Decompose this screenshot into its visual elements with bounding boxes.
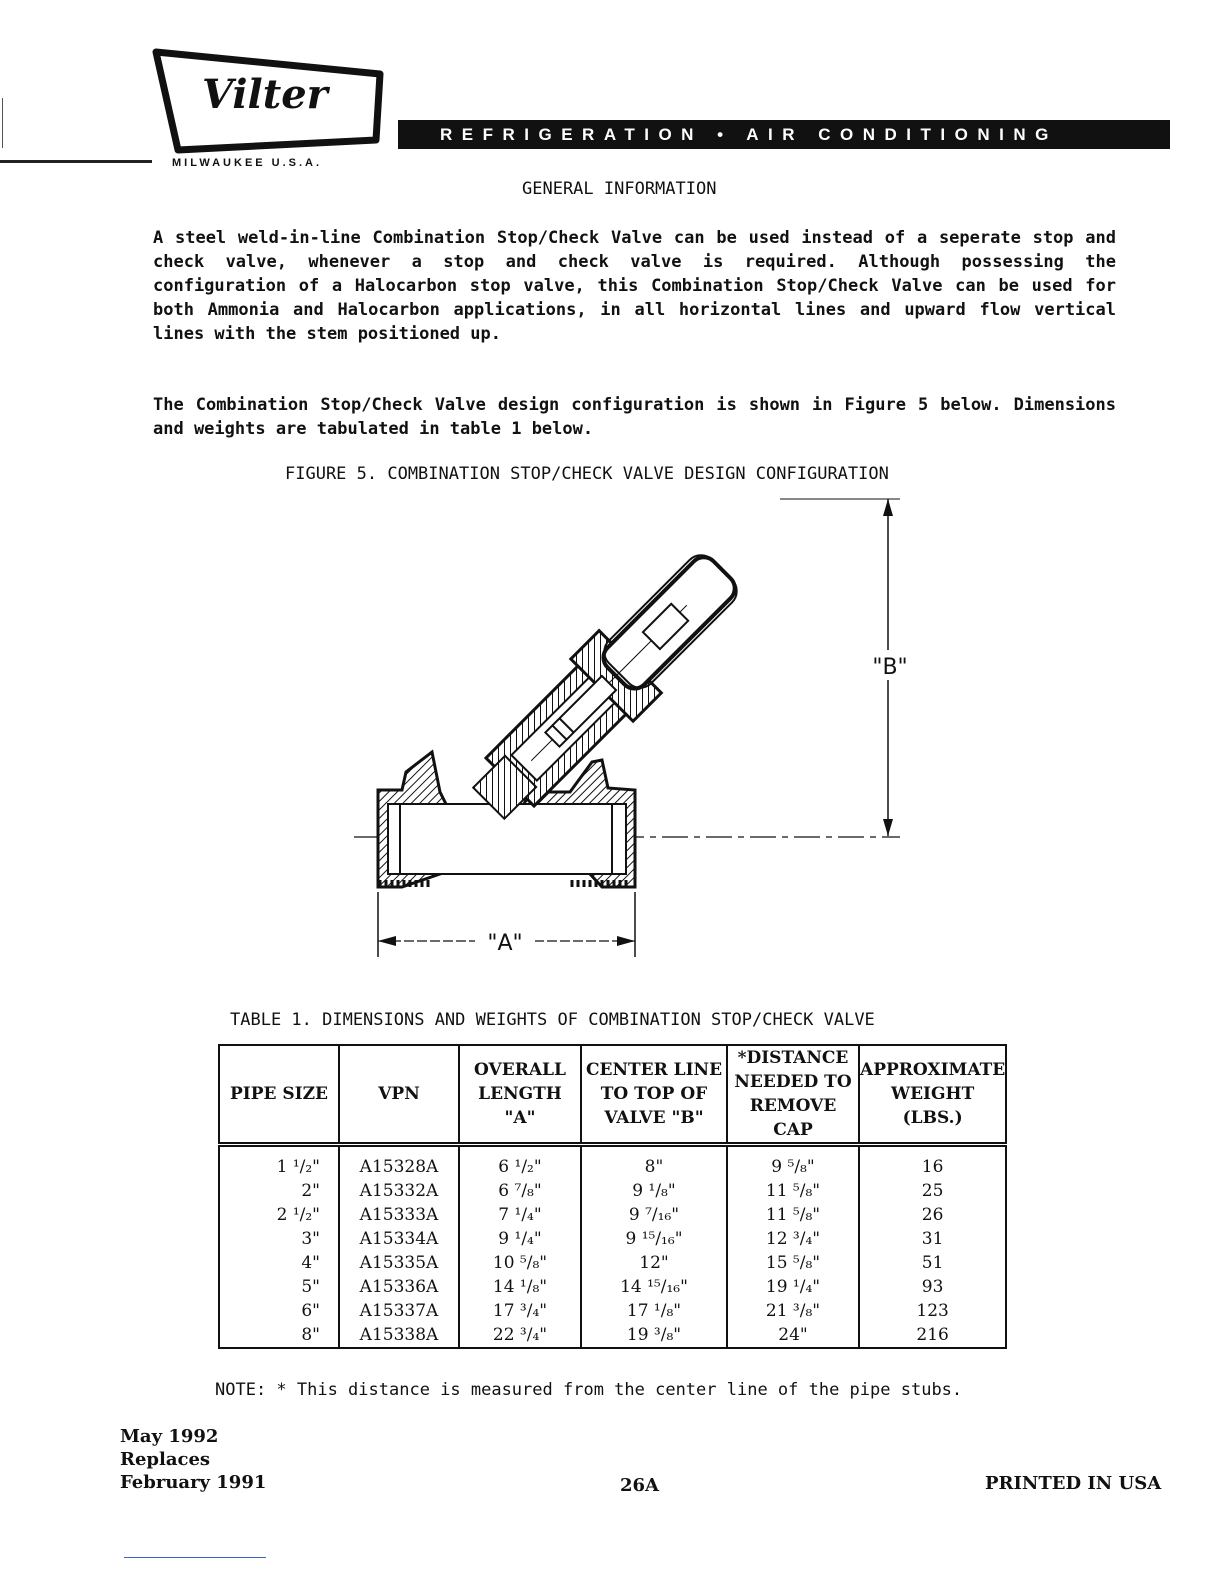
cell-vpn: A15334A — [339, 1227, 459, 1251]
table-title: TABLE 1. DIMENSIONS AND WEIGHTS OF COMBINATION STOP/CHECK VALVE — [230, 1010, 875, 1030]
table-row — [219, 1227, 1006, 1251]
table-row — [219, 1299, 1006, 1323]
cell-pipe-size: 4" — [219, 1251, 339, 1275]
cell-weight: 25 — [859, 1179, 1006, 1203]
cell-distance: 12 ³/₄" — [727, 1227, 859, 1251]
header-vpn: VPN — [339, 1045, 459, 1145]
header-banner: REFRIGERATION • AIR CONDITIONING — [398, 120, 1170, 149]
cell-vpn: A15337A — [339, 1299, 459, 1323]
label-a: "A" — [487, 931, 523, 956]
cell-distance: 11 ⁵/₈" — [727, 1179, 859, 1203]
table-row — [219, 1251, 1006, 1275]
cell-pipe-size: 2 ¹/₂" — [219, 1203, 339, 1227]
table-header-row — [219, 1045, 1006, 1145]
header-center-line: CENTER LINE TO TOP OF VALVE "B" — [581, 1045, 727, 1145]
cell-weight: 216 — [859, 1323, 1006, 1348]
cell-length: 10 ⁵/₈" — [459, 1251, 581, 1275]
cell-pipe-size: 5" — [219, 1275, 339, 1299]
cell-pipe-size: 2" — [219, 1179, 339, 1203]
header-pipe-size: PIPE SIZE — [219, 1045, 339, 1145]
cell-pipe-size: 1 ¹/₂" — [219, 1145, 339, 1180]
cell-distance: 11 ⁵/₈" — [727, 1203, 859, 1227]
replaces-label: Replaces — [120, 1449, 211, 1470]
cell-length: 6 ⁷/₈" — [459, 1179, 581, 1203]
table-note: NOTE: * This distance is measured from the center line of the pipe stubs. — [215, 1380, 963, 1400]
cell-pipe-size: 6" — [219, 1299, 339, 1323]
company-location: MILWAUKEE U.S.A. — [172, 157, 323, 169]
header-rule — [0, 160, 152, 163]
cell-vpn: A15333A — [339, 1203, 459, 1227]
margin-mark — [2, 98, 3, 148]
header-distance: *DISTANCE NEEDED TO REMOVE CAP — [727, 1045, 859, 1145]
table-row — [219, 1323, 1006, 1348]
table-row — [219, 1203, 1006, 1227]
revision-dates — [120, 1425, 266, 1494]
cell-distance: 19 ¹/₄" — [727, 1275, 859, 1299]
figure-reference-paragraph: The Combination Stop/Check Valve design configuration is shown in Figure 5 below. Dimensions and weights are tabulated in table 1 below. — [153, 395, 1116, 439]
cell-length: 17 ³/₄" — [459, 1299, 581, 1323]
page-number: 26A — [620, 1475, 660, 1496]
cell-center: 14 ¹⁵/₁₆" — [581, 1275, 727, 1299]
cell-pipe-size: 3" — [219, 1227, 339, 1251]
valve-diagram — [340, 492, 920, 962]
logo-text: Vilter — [202, 71, 328, 118]
cell-vpn: A15336A — [339, 1275, 459, 1299]
valve-body — [378, 539, 753, 887]
cell-weight: 51 — [859, 1251, 1006, 1275]
cell-pipe-size: 8" — [219, 1323, 339, 1348]
cell-weight: 26 — [859, 1203, 1006, 1227]
table-row — [219, 1179, 1006, 1203]
cell-weight: 16 — [859, 1145, 1006, 1180]
cell-center: 9 ⁷/₁₆" — [581, 1203, 727, 1227]
cell-vpn: A15335A — [339, 1251, 459, 1275]
dimension-a — [378, 892, 635, 957]
cell-length: 14 ¹/₈" — [459, 1275, 581, 1299]
cell-distance: 21 ³/₈" — [727, 1299, 859, 1323]
cell-center: 17 ¹/₈" — [581, 1299, 727, 1323]
dimensions-table — [218, 1044, 1007, 1349]
cell-vpn: A15338A — [339, 1323, 459, 1348]
table-row — [219, 1275, 1006, 1299]
cell-center: 12" — [581, 1251, 727, 1275]
label-b: "B" — [872, 655, 908, 680]
cell-center: 9 ¹/₈" — [581, 1179, 727, 1203]
cell-distance: 15 ⁵/₈" — [727, 1251, 859, 1275]
footer-line — [124, 1557, 266, 1558]
cell-vpn: A15328A — [339, 1145, 459, 1180]
cell-distance: 9 ⁵/₈" — [727, 1145, 859, 1180]
cell-center: 19 ³/₈" — [581, 1323, 727, 1348]
cell-length: 6 ¹/₂" — [459, 1145, 581, 1180]
cell-center: 8" — [581, 1145, 727, 1180]
vilter-logo — [150, 46, 386, 156]
figure-caption: FIGURE 5. COMBINATION STOP/CHECK VALVE DESIGN CONFIGURATION — [285, 464, 889, 484]
cell-center: 9 ¹⁵/₁₆" — [581, 1227, 727, 1251]
cell-distance: 24" — [727, 1323, 859, 1348]
replaces-date: February 1991 — [120, 1472, 267, 1493]
cell-weight: 31 — [859, 1227, 1006, 1251]
cell-weight: 123 — [859, 1299, 1006, 1323]
dimension-b — [780, 499, 920, 836]
header-overall-length: OVERALL LENGTH "A" — [459, 1045, 581, 1145]
issue-date: May 1992 — [120, 1426, 219, 1447]
intro-paragraph: A steel weld-in-line Combination Stop/Check Valve can be used instead of a seperate stop and check valve, whenever a stop and check valve is required. Although possessing the configuration of a Halocarbon stop valve, this Combination Stop/Check Valve can be used for both Ammonia and Halocarbon applications, in all horizontal lines and upward flow vertical lines with the stem positioned up. — [153, 228, 1116, 344]
header-weight: APPROXIMATE WEIGHT (LBS.) — [859, 1045, 1006, 1145]
cell-vpn: A15332A — [339, 1179, 459, 1203]
cell-length: 22 ³/₄" — [459, 1323, 581, 1348]
section-title: GENERAL INFORMATION — [522, 179, 717, 199]
printed-in-label: PRINTED IN USA — [985, 1473, 1162, 1494]
table-row — [219, 1145, 1006, 1180]
cell-length: 9 ¹/₄" — [459, 1227, 581, 1251]
cell-weight: 93 — [859, 1275, 1006, 1299]
cell-length: 7 ¹/₄" — [459, 1203, 581, 1227]
